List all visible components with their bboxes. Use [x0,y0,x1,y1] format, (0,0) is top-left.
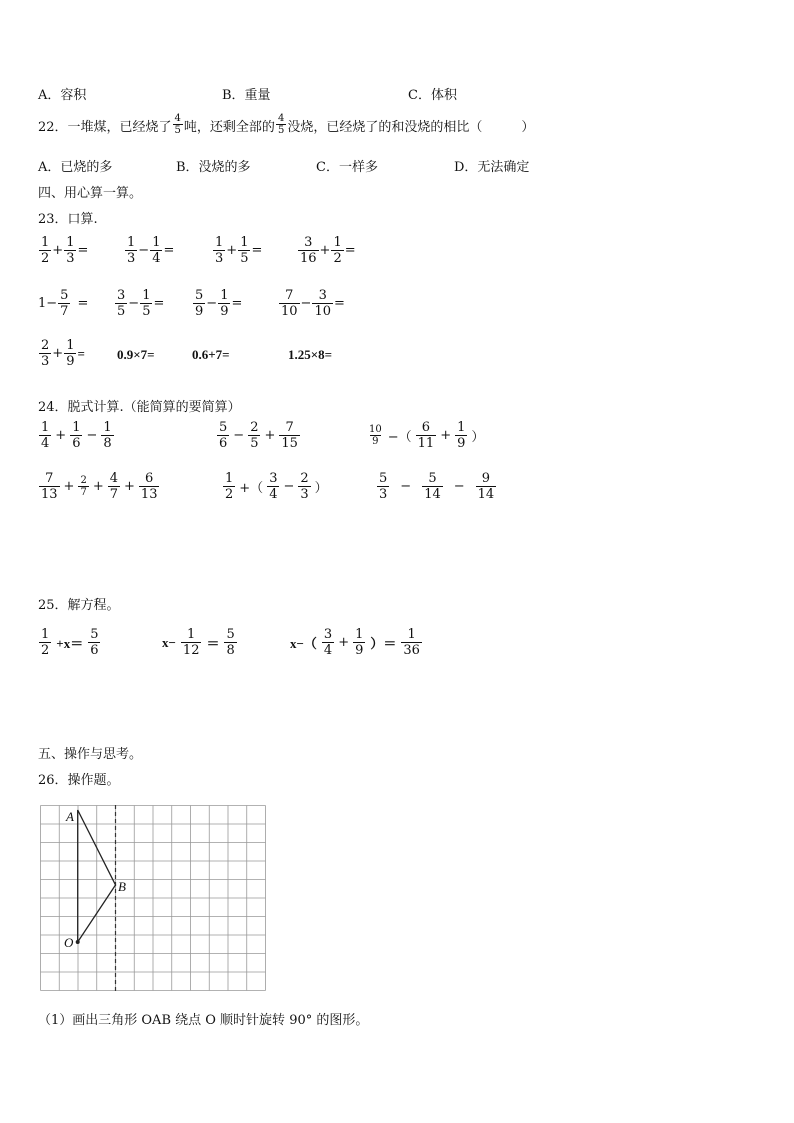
point-o [76,940,80,944]
q25-title: 25．解方程。 [38,598,120,613]
q23-r3-e3: 0.6+7= [192,347,230,362]
q22-fraction-2: $\frac{4}{5}$ [277,113,285,136]
q23-r2-e3: $\frac{5}{9}$ − $\frac{1}{9}$ = [195,288,243,319]
q24-r2-e1: $\frac{7}{13}$ + $\frac{2}{7}$ + $\frac{4}{7}$ + $\frac{6}{13}$ [41,471,158,502]
q21-option-c: C．体积 [408,88,457,103]
q23-r2-e1: 1− $\frac{5}{7}$ = [38,288,89,319]
q23-r1-e3: $\frac{1}{3}$ + $\frac{1}{5}$ = [215,235,263,266]
q24-r1-e2: $\frac{5}{6}$ − $\frac{2}{5}$ + $\frac{7}{15}$ [219,420,298,451]
q23-r1-e1: $\frac{1}{2}$ + $\frac{1}{3}$ = [41,235,89,266]
q24-r1-e1: $\frac{1}{4}$ + $\frac{1}{6}$ − $\frac{1}{8}$ [41,420,112,451]
q26-title: 26．操作题。 [38,773,120,788]
q24-r1-e3: $\frac{10}{9}$ −（ $\frac{6}{11}$ + $\frac{1}{9}$ ） [369,420,485,451]
q21-option-a: A．容积 [38,88,87,103]
q25-e2: x− $\frac{1}{12}$ ＝ $\frac{5}{8}$ [162,627,235,658]
q23-title: 23．口算. [38,212,98,227]
q21-option-b: B．重量 [222,88,271,103]
rotation-grid-figure [40,805,266,991]
q25-e3: x−（ $\frac{3}{4}$ + $\frac{1}{9}$ ）＝ $\frac{1}{36}$ [290,627,420,658]
q22-fraction-1: $\frac{4}{5}$ [174,113,181,136]
q22-text-pre: 22．一堆煤，已经烧了 [38,119,172,135]
q23-r2-e4: $\frac{7}{10}$ − $\frac{3}{10}$ = [281,288,345,319]
label-a: A [66,809,74,824]
q24-r2-e3: $\frac{5}{3}$ − $\frac{5}{14}$ − $\frac{9}{14}$ [379,471,495,502]
q24-title: 24．脱式计算.（能简算的要简算） [38,400,241,415]
q23-r3-e4: 1.25×8= [288,347,333,362]
q23-r1-e4: $\frac{3}{16}$ + $\frac{1}{2}$ = [300,235,356,266]
q22-text-mid: 吨，还剩全部的 [183,119,275,135]
grid-lines [41,806,266,991]
label-o: O [64,935,74,950]
q22-text-post: 没烧，已经烧了的和没烧的相比（ ） [287,119,535,135]
q23-r2-e2: $\frac{3}{5}$ − $\frac{1}{5}$ = [117,288,165,319]
q22-option-d: D．无法确定 [454,160,530,175]
label-b: B [118,879,126,894]
q24-r2-e2: $\frac{1}{2}$ +（ $\frac{3}{4}$ − $\frac{2}{3}$ ） [225,471,328,502]
q23-r3-e1: $\frac{2}{3}$ + $\frac{1}{9}$ = [41,338,85,369]
question-22 [38,114,534,136]
q25-e1: $\frac{1}{2}$ +x＝ $\frac{5}{6}$ [41,627,99,658]
q22-option-a: A．已烧的多 [38,160,113,175]
q23-r3-e2: 0.9×7= [117,347,155,362]
section-5-title: 五、操作与思考。 [38,747,143,762]
q26-sub-question-1: （1）画出三角形 OAB 绕点 O 顺时针旋转 90° 的图形。 [38,1013,369,1028]
q23-r1-e2: $\frac{1}{3}$ − $\frac{1}{4}$ = [127,235,175,266]
q22-option-b: B．没烧的多 [176,160,251,175]
section-4-title: 四、用心算一算。 [38,186,143,201]
q22-option-c: C．一样多 [316,160,378,175]
